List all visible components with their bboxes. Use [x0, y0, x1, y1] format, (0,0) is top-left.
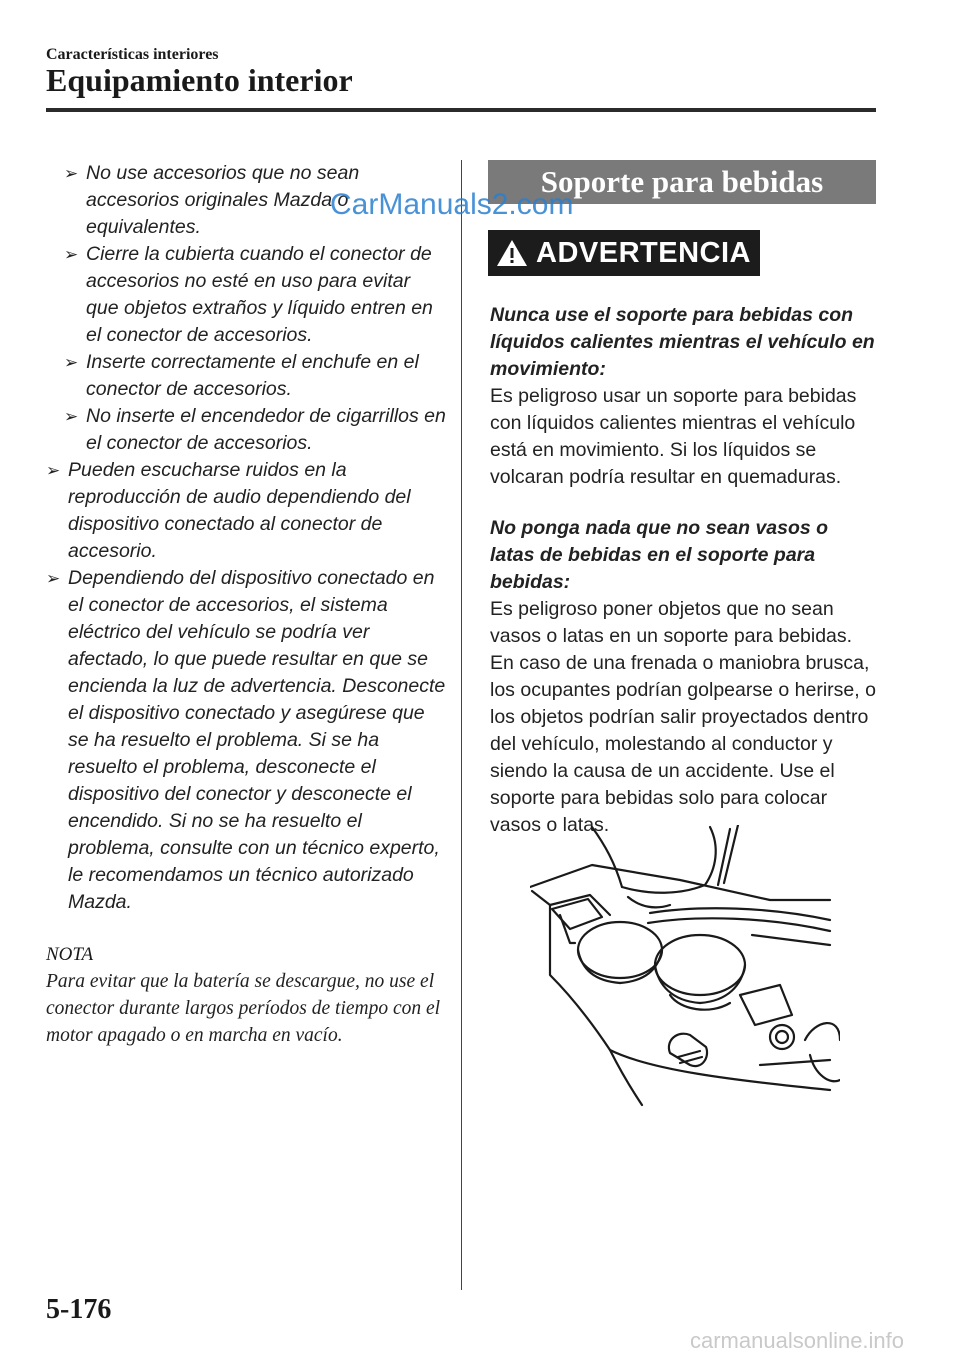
footer-watermark: carmanualsonline.info — [690, 1328, 905, 1353]
list-item — [46, 403, 446, 457]
page-number: 5-176 — [46, 1294, 112, 1325]
chapter-label: Características interiores — [46, 46, 219, 63]
arrow-bullet-icon: ➢ — [46, 569, 61, 588]
left-column — [46, 160, 446, 1049]
list-item-text: Pueden escucharse ruidos en la reproducción de audio dependiendo del dispositivo conectado al conector de accesorio. — [68, 459, 411, 562]
arrow-bullet-icon: ➢ — [64, 164, 79, 183]
warning-item — [490, 302, 876, 491]
list-item — [46, 457, 446, 565]
warning-body: Es peligroso usar un soporte para bebidas con líquidos calientes mientras el vehículo está en movimiento. Si los líquidos se volcaran podría resultar en quemaduras. — [490, 385, 857, 488]
cup-holder-illustration — [530, 825, 840, 1110]
header-divider — [46, 108, 876, 112]
list-item — [46, 349, 446, 403]
note-label: NOTA — [46, 944, 94, 965]
arrow-bullet-icon: ➢ — [64, 407, 79, 426]
warning-content — [490, 302, 876, 863]
arrow-bullet-icon: ➢ — [46, 461, 61, 480]
arrow-bullet-icon: ➢ — [64, 353, 79, 372]
warning-label: ADVERTENCIA — [536, 236, 751, 269]
list-item — [46, 565, 446, 916]
warning-item — [490, 515, 876, 839]
list-item-text: No use accesorios que no sean accesorios originales Mazda o equivalentes. — [86, 162, 360, 238]
list-item — [46, 241, 446, 349]
arrow-bullet-icon: ➢ — [64, 245, 79, 264]
list-item-text: Inserte correctamente el enchufe en el conector de accesorios. — [86, 351, 419, 400]
warning-triangle-icon — [488, 230, 536, 276]
warning-body: Es peligroso poner objetos que no sean vasos o latas en un soporte para bebidas. En caso de una frenada o maniobra brusca, los ocupantes podrían golpearse o herirse, o los objetos podrían salir proyectados dentro del vehículo, molestando al conductor y siendo la causa de un accidente. Use el soporte para bebidas solo para colocar vasos o latas. — [490, 598, 876, 836]
list-item-text: Dependiendo del dispositivo conectado en el conector de accesorios, el sistema eléctrico del vehículo se podría ver afectado, lo que puede resultar en que se encienda la luz de advertencia. Desconecte el dispositivo conectado y asegúrese que se ha resuelto el problema. Si se ha resuelto el problema, desconecte el dispositivo del conector y desconecte el encendido. Si no se ha resuelto el problema, consulte con un técnico experto, le recomendamos un técnico autorizado Mazda. — [68, 567, 446, 913]
section-title: Soporte para bebidas — [488, 160, 876, 204]
warning-heading: No ponga nada que no sean vasos o latas de bebidas en el soporte para bebidas: — [490, 517, 829, 593]
note-text: Para evitar que la batería se descargue, no use el conector durante largos períodos de tiempo con el motor apagado o en marcha en vacío. — [46, 971, 441, 1046]
warning-heading: Nunca use el soporte para bebidas con líquidos calientes mientras el vehículo en movimiento: — [490, 304, 875, 380]
watermark: CarManuals2.com — [330, 188, 574, 221]
warning-banner — [488, 230, 760, 276]
column-divider — [461, 160, 462, 1290]
list-item-text: Cierre la cubierta cuando el conector de accesorios no esté en uso para evitar que objetos extraños y líquido entren en el conector de accesorios. — [86, 243, 433, 346]
page-title: Equipamiento interior — [46, 62, 353, 98]
list-item-text: No inserte el encendedor de cigarrillos en el conector de accesorios. — [86, 405, 446, 454]
